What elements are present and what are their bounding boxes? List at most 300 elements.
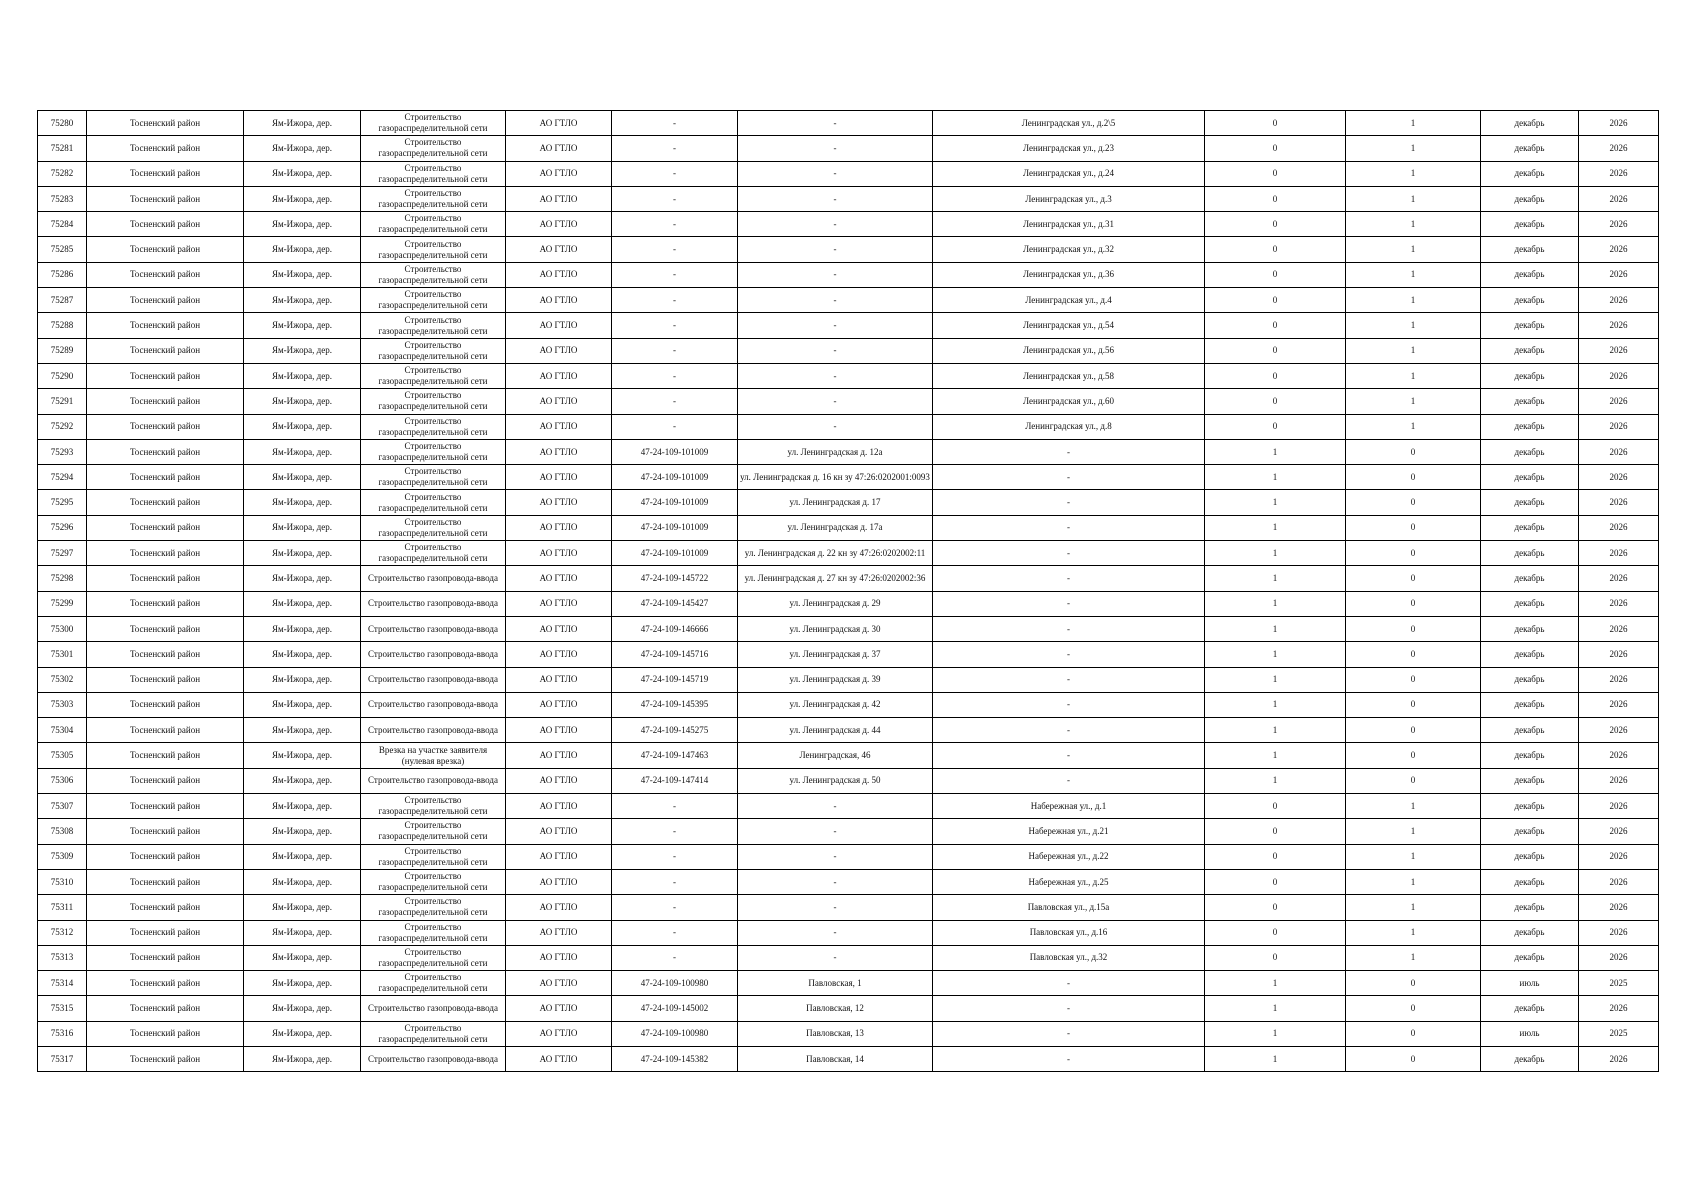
cell-organization: АО ГТЛО xyxy=(506,136,612,161)
cell-cadastral-code: 47-24-109-145716 xyxy=(612,642,738,667)
table-row xyxy=(38,844,1659,869)
cell-year: 2026 xyxy=(1579,439,1659,464)
cell-object-address: - xyxy=(738,212,933,237)
cell-settlement: Ям-Ижора, дер. xyxy=(244,136,361,161)
cell-object-address: ул. Ленинградская д. 16 кн зу 47:26:0202001:0093 xyxy=(738,465,933,490)
cell-object-address: - xyxy=(738,389,933,414)
cell-row-number: 75314 xyxy=(38,971,87,996)
cell-row-number: 75292 xyxy=(38,414,87,439)
cell-year: 2026 xyxy=(1579,414,1659,439)
cell-row-number: 75304 xyxy=(38,718,87,743)
cell-object-address: - xyxy=(738,819,933,844)
cell-count-b: 1 xyxy=(1346,338,1481,363)
cell-count-a: 1 xyxy=(1205,996,1346,1021)
cell-count-a: 1 xyxy=(1205,718,1346,743)
cell-count-a: 0 xyxy=(1205,869,1346,894)
cell-object-address: ул. Ленинградская д. 50 xyxy=(738,768,933,793)
cell-network-address: - xyxy=(933,718,1205,743)
cell-count-b: 0 xyxy=(1346,743,1481,768)
table-row xyxy=(38,971,1659,996)
cell-organization: АО ГТЛО xyxy=(506,490,612,515)
cell-count-a: 1 xyxy=(1205,1046,1346,1071)
cell-district: Тосненский район xyxy=(87,844,244,869)
cell-count-a: 1 xyxy=(1205,541,1346,566)
cell-year: 2026 xyxy=(1579,490,1659,515)
cell-network-address: - xyxy=(933,743,1205,768)
cell-organization: АО ГТЛО xyxy=(506,566,612,591)
data-table xyxy=(37,110,1659,1072)
cell-network-address: - xyxy=(933,490,1205,515)
cell-object-address: - xyxy=(738,895,933,920)
cell-work-type: Врезка на участке заявителя (нулевая врезка) xyxy=(361,743,506,768)
cell-row-number: 75294 xyxy=(38,465,87,490)
cell-month: декабрь xyxy=(1481,819,1579,844)
cell-cadastral-code: - xyxy=(612,869,738,894)
cell-year: 2026 xyxy=(1579,111,1659,136)
cell-work-type: Строительство газораспределительной сети xyxy=(361,237,506,262)
cell-row-number: 75300 xyxy=(38,616,87,641)
cell-year: 2026 xyxy=(1579,288,1659,313)
cell-object-address: - xyxy=(738,111,933,136)
cell-settlement: Ям-Ижора, дер. xyxy=(244,465,361,490)
cell-object-address: - xyxy=(738,262,933,287)
cell-row-number: 75296 xyxy=(38,515,87,540)
cell-organization: АО ГТЛО xyxy=(506,515,612,540)
cell-month: декабрь xyxy=(1481,1046,1579,1071)
cell-network-address: Набережная ул., д.25 xyxy=(933,869,1205,894)
cell-count-b: 0 xyxy=(1346,566,1481,591)
cell-cadastral-code: - xyxy=(612,794,738,819)
cell-count-b: 1 xyxy=(1346,111,1481,136)
cell-month: декабрь xyxy=(1481,591,1579,616)
cell-network-address: Ленинградская ул., д.32 xyxy=(933,237,1205,262)
cell-work-type: Строительство газораспределительной сети xyxy=(361,844,506,869)
cell-month: декабрь xyxy=(1481,541,1579,566)
cell-network-address: - xyxy=(933,439,1205,464)
table-row xyxy=(38,262,1659,287)
cell-work-type: Строительство газопровода-ввода xyxy=(361,692,506,717)
cell-work-type: Строительство газопровода-ввода xyxy=(361,1046,506,1071)
cell-month: декабрь xyxy=(1481,262,1579,287)
cell-network-address: Ленинградская ул., д.23 xyxy=(933,136,1205,161)
cell-network-address: Ленинградская ул., д.2\5 xyxy=(933,111,1205,136)
cell-month: июль xyxy=(1481,971,1579,996)
cell-cadastral-code: 47-24-109-101009 xyxy=(612,490,738,515)
cell-network-address: Ленинградская ул., д.36 xyxy=(933,262,1205,287)
table-row xyxy=(38,465,1659,490)
cell-row-number: 75280 xyxy=(38,111,87,136)
cell-count-a: 0 xyxy=(1205,389,1346,414)
cell-count-a: 0 xyxy=(1205,363,1346,388)
cell-cadastral-code: - xyxy=(612,363,738,388)
cell-count-a: 1 xyxy=(1205,616,1346,641)
cell-year: 2026 xyxy=(1579,718,1659,743)
cell-object-address: - xyxy=(738,869,933,894)
cell-object-address: ул. Ленинградская д. 27 кн зу 47:26:0202002:36 xyxy=(738,566,933,591)
cell-row-number: 75290 xyxy=(38,363,87,388)
cell-count-b: 1 xyxy=(1346,262,1481,287)
cell-organization: АО ГТЛО xyxy=(506,819,612,844)
cell-row-number: 75289 xyxy=(38,338,87,363)
cell-count-a: 0 xyxy=(1205,819,1346,844)
cell-month: декабрь xyxy=(1481,338,1579,363)
cell-row-number: 75312 xyxy=(38,920,87,945)
cell-month: декабрь xyxy=(1481,869,1579,894)
cell-object-address: - xyxy=(738,414,933,439)
cell-year: 2026 xyxy=(1579,1046,1659,1071)
cell-row-number: 75307 xyxy=(38,794,87,819)
cell-district: Тосненский район xyxy=(87,313,244,338)
cell-network-address: Ленинградская ул., д.8 xyxy=(933,414,1205,439)
cell-year: 2026 xyxy=(1579,869,1659,894)
cell-settlement: Ям-Ижора, дер. xyxy=(244,945,361,970)
cell-district: Тосненский район xyxy=(87,895,244,920)
cell-organization: АО ГТЛО xyxy=(506,439,612,464)
table-row xyxy=(38,515,1659,540)
cell-settlement: Ям-Ижора, дер. xyxy=(244,844,361,869)
cell-month: декабрь xyxy=(1481,642,1579,667)
cell-settlement: Ям-Ижора, дер. xyxy=(244,743,361,768)
cell-settlement: Ям-Ижора, дер. xyxy=(244,389,361,414)
cell-year: 2026 xyxy=(1579,262,1659,287)
cell-row-number: 75286 xyxy=(38,262,87,287)
cell-year: 2026 xyxy=(1579,338,1659,363)
table-row xyxy=(38,692,1659,717)
cell-district: Тосненский район xyxy=(87,667,244,692)
cell-cadastral-code: - xyxy=(612,819,738,844)
cell-year: 2026 xyxy=(1579,642,1659,667)
cell-year: 2026 xyxy=(1579,996,1659,1021)
cell-year: 2026 xyxy=(1579,819,1659,844)
cell-year: 2026 xyxy=(1579,895,1659,920)
cell-row-number: 75284 xyxy=(38,212,87,237)
cell-cadastral-code: - xyxy=(612,338,738,363)
cell-work-type: Строительство газораспределительной сети xyxy=(361,288,506,313)
cell-work-type: Строительство газораспределительной сети xyxy=(361,819,506,844)
cell-work-type: Строительство газораспределительной сети xyxy=(361,971,506,996)
cell-count-a: 0 xyxy=(1205,237,1346,262)
cell-district: Тосненский район xyxy=(87,363,244,388)
cell-settlement: Ям-Ижора, дер. xyxy=(244,920,361,945)
cell-settlement: Ям-Ижора, дер. xyxy=(244,566,361,591)
cell-object-address: ул. Ленинградская д. 22 кн зу 47:26:0202002:11 xyxy=(738,541,933,566)
cell-organization: АО ГТЛО xyxy=(506,743,612,768)
cell-cadastral-code: - xyxy=(612,945,738,970)
cell-year: 2026 xyxy=(1579,616,1659,641)
cell-network-address: Набережная ул., д.21 xyxy=(933,819,1205,844)
cell-month: декабрь xyxy=(1481,667,1579,692)
cell-row-number: 75317 xyxy=(38,1046,87,1071)
cell-count-a: 0 xyxy=(1205,186,1346,211)
table-row xyxy=(38,768,1659,793)
cell-count-b: 1 xyxy=(1346,136,1481,161)
cell-network-address: - xyxy=(933,465,1205,490)
cell-cadastral-code: - xyxy=(612,844,738,869)
cell-district: Тосненский район xyxy=(87,262,244,287)
cell-work-type: Строительство газопровода-ввода xyxy=(361,718,506,743)
cell-cadastral-code: 47-24-109-100980 xyxy=(612,1021,738,1046)
cell-network-address: - xyxy=(933,515,1205,540)
cell-year: 2026 xyxy=(1579,237,1659,262)
cell-organization: АО ГТЛО xyxy=(506,768,612,793)
cell-network-address: Ленинградская ул., д.54 xyxy=(933,313,1205,338)
cell-organization: АО ГТЛО xyxy=(506,844,612,869)
cell-district: Тосненский район xyxy=(87,515,244,540)
cell-row-number: 75283 xyxy=(38,186,87,211)
cell-work-type: Строительство газораспределительной сети xyxy=(361,363,506,388)
cell-row-number: 75281 xyxy=(38,136,87,161)
cell-object-address: - xyxy=(738,288,933,313)
cell-count-b: 0 xyxy=(1346,971,1481,996)
cell-work-type: Строительство газораспределительной сети xyxy=(361,313,506,338)
cell-organization: АО ГТЛО xyxy=(506,161,612,186)
cell-month: декабрь xyxy=(1481,212,1579,237)
table-row xyxy=(38,186,1659,211)
cell-organization: АО ГТЛО xyxy=(506,667,612,692)
cell-month: декабрь xyxy=(1481,920,1579,945)
cell-organization: АО ГТЛО xyxy=(506,920,612,945)
cell-settlement: Ям-Ижора, дер. xyxy=(244,794,361,819)
cell-network-address: - xyxy=(933,667,1205,692)
cell-network-address: Павловская ул., д.16 xyxy=(933,920,1205,945)
cell-count-b: 1 xyxy=(1346,237,1481,262)
cell-count-a: 0 xyxy=(1205,895,1346,920)
cell-month: декабрь xyxy=(1481,465,1579,490)
cell-count-a: 1 xyxy=(1205,515,1346,540)
cell-settlement: Ям-Ижора, дер. xyxy=(244,186,361,211)
cell-count-b: 0 xyxy=(1346,490,1481,515)
cell-district: Тосненский район xyxy=(87,111,244,136)
cell-year: 2026 xyxy=(1579,186,1659,211)
cell-month: декабрь xyxy=(1481,566,1579,591)
cell-work-type: Строительство газораспределительной сети xyxy=(361,895,506,920)
cell-cadastral-code: - xyxy=(612,895,738,920)
cell-count-b: 1 xyxy=(1346,895,1481,920)
cell-object-address: Павловская, 12 xyxy=(738,996,933,1021)
cell-count-b: 1 xyxy=(1346,161,1481,186)
cell-district: Тосненский район xyxy=(87,288,244,313)
cell-network-address: - xyxy=(933,591,1205,616)
cell-work-type: Строительство газопровода-ввода xyxy=(361,616,506,641)
cell-district: Тосненский район xyxy=(87,971,244,996)
cell-network-address: Ленинградская ул., д.60 xyxy=(933,389,1205,414)
cell-count-a: 0 xyxy=(1205,794,1346,819)
cell-count-b: 0 xyxy=(1346,996,1481,1021)
cell-district: Тосненский район xyxy=(87,439,244,464)
cell-network-address: Ленинградская ул., д.24 xyxy=(933,161,1205,186)
cell-organization: АО ГТЛО xyxy=(506,996,612,1021)
cell-object-address: Павловская, 14 xyxy=(738,1046,933,1071)
cell-cadastral-code: - xyxy=(612,136,738,161)
cell-month: декабрь xyxy=(1481,186,1579,211)
cell-count-a: 1 xyxy=(1205,692,1346,717)
cell-cadastral-code: 47-24-109-147414 xyxy=(612,768,738,793)
cell-work-type: Строительство газопровода-ввода xyxy=(361,667,506,692)
cell-cadastral-code: 47-24-109-145002 xyxy=(612,996,738,1021)
cell-network-address: - xyxy=(933,616,1205,641)
cell-cadastral-code: - xyxy=(612,111,738,136)
cell-district: Тосненский район xyxy=(87,692,244,717)
cell-work-type: Строительство газораспределительной сети xyxy=(361,465,506,490)
cell-organization: АО ГТЛО xyxy=(506,363,612,388)
cell-count-a: 1 xyxy=(1205,1021,1346,1046)
cell-work-type: Строительство газораспределительной сети xyxy=(361,439,506,464)
table-row xyxy=(38,313,1659,338)
cell-network-address: Ленинградская ул., д.58 xyxy=(933,363,1205,388)
table-row xyxy=(38,616,1659,641)
cell-network-address: - xyxy=(933,566,1205,591)
cell-count-b: 1 xyxy=(1346,844,1481,869)
cell-organization: АО ГТЛО xyxy=(506,186,612,211)
cell-settlement: Ям-Ижора, дер. xyxy=(244,490,361,515)
cell-row-number: 75299 xyxy=(38,591,87,616)
cell-cadastral-code: - xyxy=(612,313,738,338)
cell-count-b: 0 xyxy=(1346,692,1481,717)
cell-organization: АО ГТЛО xyxy=(506,389,612,414)
cell-count-a: 1 xyxy=(1205,667,1346,692)
cell-work-type: Строительство газораспределительной сети xyxy=(361,186,506,211)
cell-district: Тосненский район xyxy=(87,212,244,237)
cell-year: 2026 xyxy=(1579,920,1659,945)
cell-cadastral-code: 47-24-109-101009 xyxy=(612,515,738,540)
table-row xyxy=(38,1021,1659,1046)
cell-year: 2026 xyxy=(1579,465,1659,490)
table-row xyxy=(38,288,1659,313)
cell-cadastral-code: 47-24-109-145722 xyxy=(612,566,738,591)
cell-month: декабрь xyxy=(1481,895,1579,920)
cell-month: декабрь xyxy=(1481,844,1579,869)
cell-month: декабрь xyxy=(1481,794,1579,819)
cell-count-b: 0 xyxy=(1346,718,1481,743)
cell-work-type: Строительство газораспределительной сети xyxy=(361,212,506,237)
cell-cadastral-code: 47-24-109-101009 xyxy=(612,439,738,464)
cell-count-a: 0 xyxy=(1205,161,1346,186)
cell-count-b: 0 xyxy=(1346,591,1481,616)
cell-count-b: 1 xyxy=(1346,288,1481,313)
cell-count-a: 1 xyxy=(1205,439,1346,464)
cell-work-type: Строительство газораспределительной сети xyxy=(361,338,506,363)
cell-year: 2026 xyxy=(1579,768,1659,793)
cell-count-b: 0 xyxy=(1346,439,1481,464)
table-row xyxy=(38,642,1659,667)
table-row xyxy=(38,718,1659,743)
cell-count-a: 1 xyxy=(1205,465,1346,490)
cell-work-type: Строительство газораспределительной сети xyxy=(361,515,506,540)
cell-row-number: 75313 xyxy=(38,945,87,970)
cell-district: Тосненский район xyxy=(87,945,244,970)
cell-settlement: Ям-Ижора, дер. xyxy=(244,1021,361,1046)
cell-district: Тосненский район xyxy=(87,541,244,566)
table-row xyxy=(38,212,1659,237)
cell-count-a: 0 xyxy=(1205,920,1346,945)
cell-network-address: Набережная ул., д.1 xyxy=(933,794,1205,819)
cell-count-b: 0 xyxy=(1346,642,1481,667)
cell-row-number: 75303 xyxy=(38,692,87,717)
cell-settlement: Ям-Ижора, дер. xyxy=(244,414,361,439)
cell-district: Тосненский район xyxy=(87,136,244,161)
cell-settlement: Ям-Ижора, дер. xyxy=(244,996,361,1021)
table-row xyxy=(38,111,1659,136)
cell-organization: АО ГТЛО xyxy=(506,541,612,566)
cell-district: Тосненский район xyxy=(87,920,244,945)
cell-object-address: - xyxy=(738,844,933,869)
cell-month: декабрь xyxy=(1481,389,1579,414)
cell-count-a: 0 xyxy=(1205,414,1346,439)
cell-settlement: Ям-Ижора, дер. xyxy=(244,262,361,287)
cell-cadastral-code: 47-24-109-147463 xyxy=(612,743,738,768)
cell-count-b: 1 xyxy=(1346,920,1481,945)
cell-cadastral-code: 47-24-109-145382 xyxy=(612,1046,738,1071)
cell-count-a: 0 xyxy=(1205,111,1346,136)
cell-count-b: 0 xyxy=(1346,1046,1481,1071)
cell-count-b: 1 xyxy=(1346,794,1481,819)
cell-month: декабрь xyxy=(1481,490,1579,515)
cell-year: 2026 xyxy=(1579,136,1659,161)
cell-organization: АО ГТЛО xyxy=(506,262,612,287)
cell-month: декабрь xyxy=(1481,313,1579,338)
cell-district: Тосненский район xyxy=(87,1021,244,1046)
table-row xyxy=(38,996,1659,1021)
cell-row-number: 75310 xyxy=(38,869,87,894)
table-row xyxy=(38,566,1659,591)
cell-settlement: Ям-Ижора, дер. xyxy=(244,237,361,262)
cell-organization: АО ГТЛО xyxy=(506,642,612,667)
cell-cadastral-code: - xyxy=(612,920,738,945)
cell-cadastral-code: - xyxy=(612,262,738,287)
cell-count-b: 1 xyxy=(1346,186,1481,211)
table-row xyxy=(38,541,1659,566)
cell-organization: АО ГТЛО xyxy=(506,465,612,490)
cell-district: Тосненский район xyxy=(87,718,244,743)
table-row xyxy=(38,667,1659,692)
cell-year: 2026 xyxy=(1579,945,1659,970)
cell-network-address: - xyxy=(933,541,1205,566)
cell-object-address: ул. Ленинградская д. 12а xyxy=(738,439,933,464)
cell-organization: АО ГТЛО xyxy=(506,338,612,363)
cell-count-a: 1 xyxy=(1205,743,1346,768)
cell-object-address: - xyxy=(738,338,933,363)
table-row xyxy=(38,869,1659,894)
cell-row-number: 75306 xyxy=(38,768,87,793)
cell-settlement: Ям-Ижора, дер. xyxy=(244,819,361,844)
cell-district: Тосненский район xyxy=(87,616,244,641)
cell-year: 2026 xyxy=(1579,844,1659,869)
cell-object-address: - xyxy=(738,136,933,161)
cell-object-address: ул. Ленинградская д. 39 xyxy=(738,667,933,692)
cell-district: Тосненский район xyxy=(87,566,244,591)
table-row xyxy=(38,819,1659,844)
cell-work-type: Строительство газораспределительной сети xyxy=(361,794,506,819)
cell-cadastral-code: 47-24-109-145427 xyxy=(612,591,738,616)
cell-month: июль xyxy=(1481,1021,1579,1046)
cell-settlement: Ям-Ижора, дер. xyxy=(244,313,361,338)
cell-object-address: ул. Ленинградская д. 37 xyxy=(738,642,933,667)
cell-district: Тосненский район xyxy=(87,490,244,515)
cell-district: Тосненский район xyxy=(87,465,244,490)
cell-month: декабрь xyxy=(1481,237,1579,262)
cell-year: 2026 xyxy=(1579,743,1659,768)
cell-network-address: Ленинградская ул., д.56 xyxy=(933,338,1205,363)
table-row xyxy=(38,920,1659,945)
cell-count-a: 1 xyxy=(1205,768,1346,793)
cell-row-number: 75282 xyxy=(38,161,87,186)
cell-work-type: Строительство газораспределительной сети xyxy=(361,945,506,970)
cell-settlement: Ям-Ижора, дер. xyxy=(244,971,361,996)
cell-row-number: 75309 xyxy=(38,844,87,869)
cell-work-type: Строительство газопровода-ввода xyxy=(361,996,506,1021)
cell-count-b: 1 xyxy=(1346,363,1481,388)
cell-year: 2026 xyxy=(1579,591,1659,616)
